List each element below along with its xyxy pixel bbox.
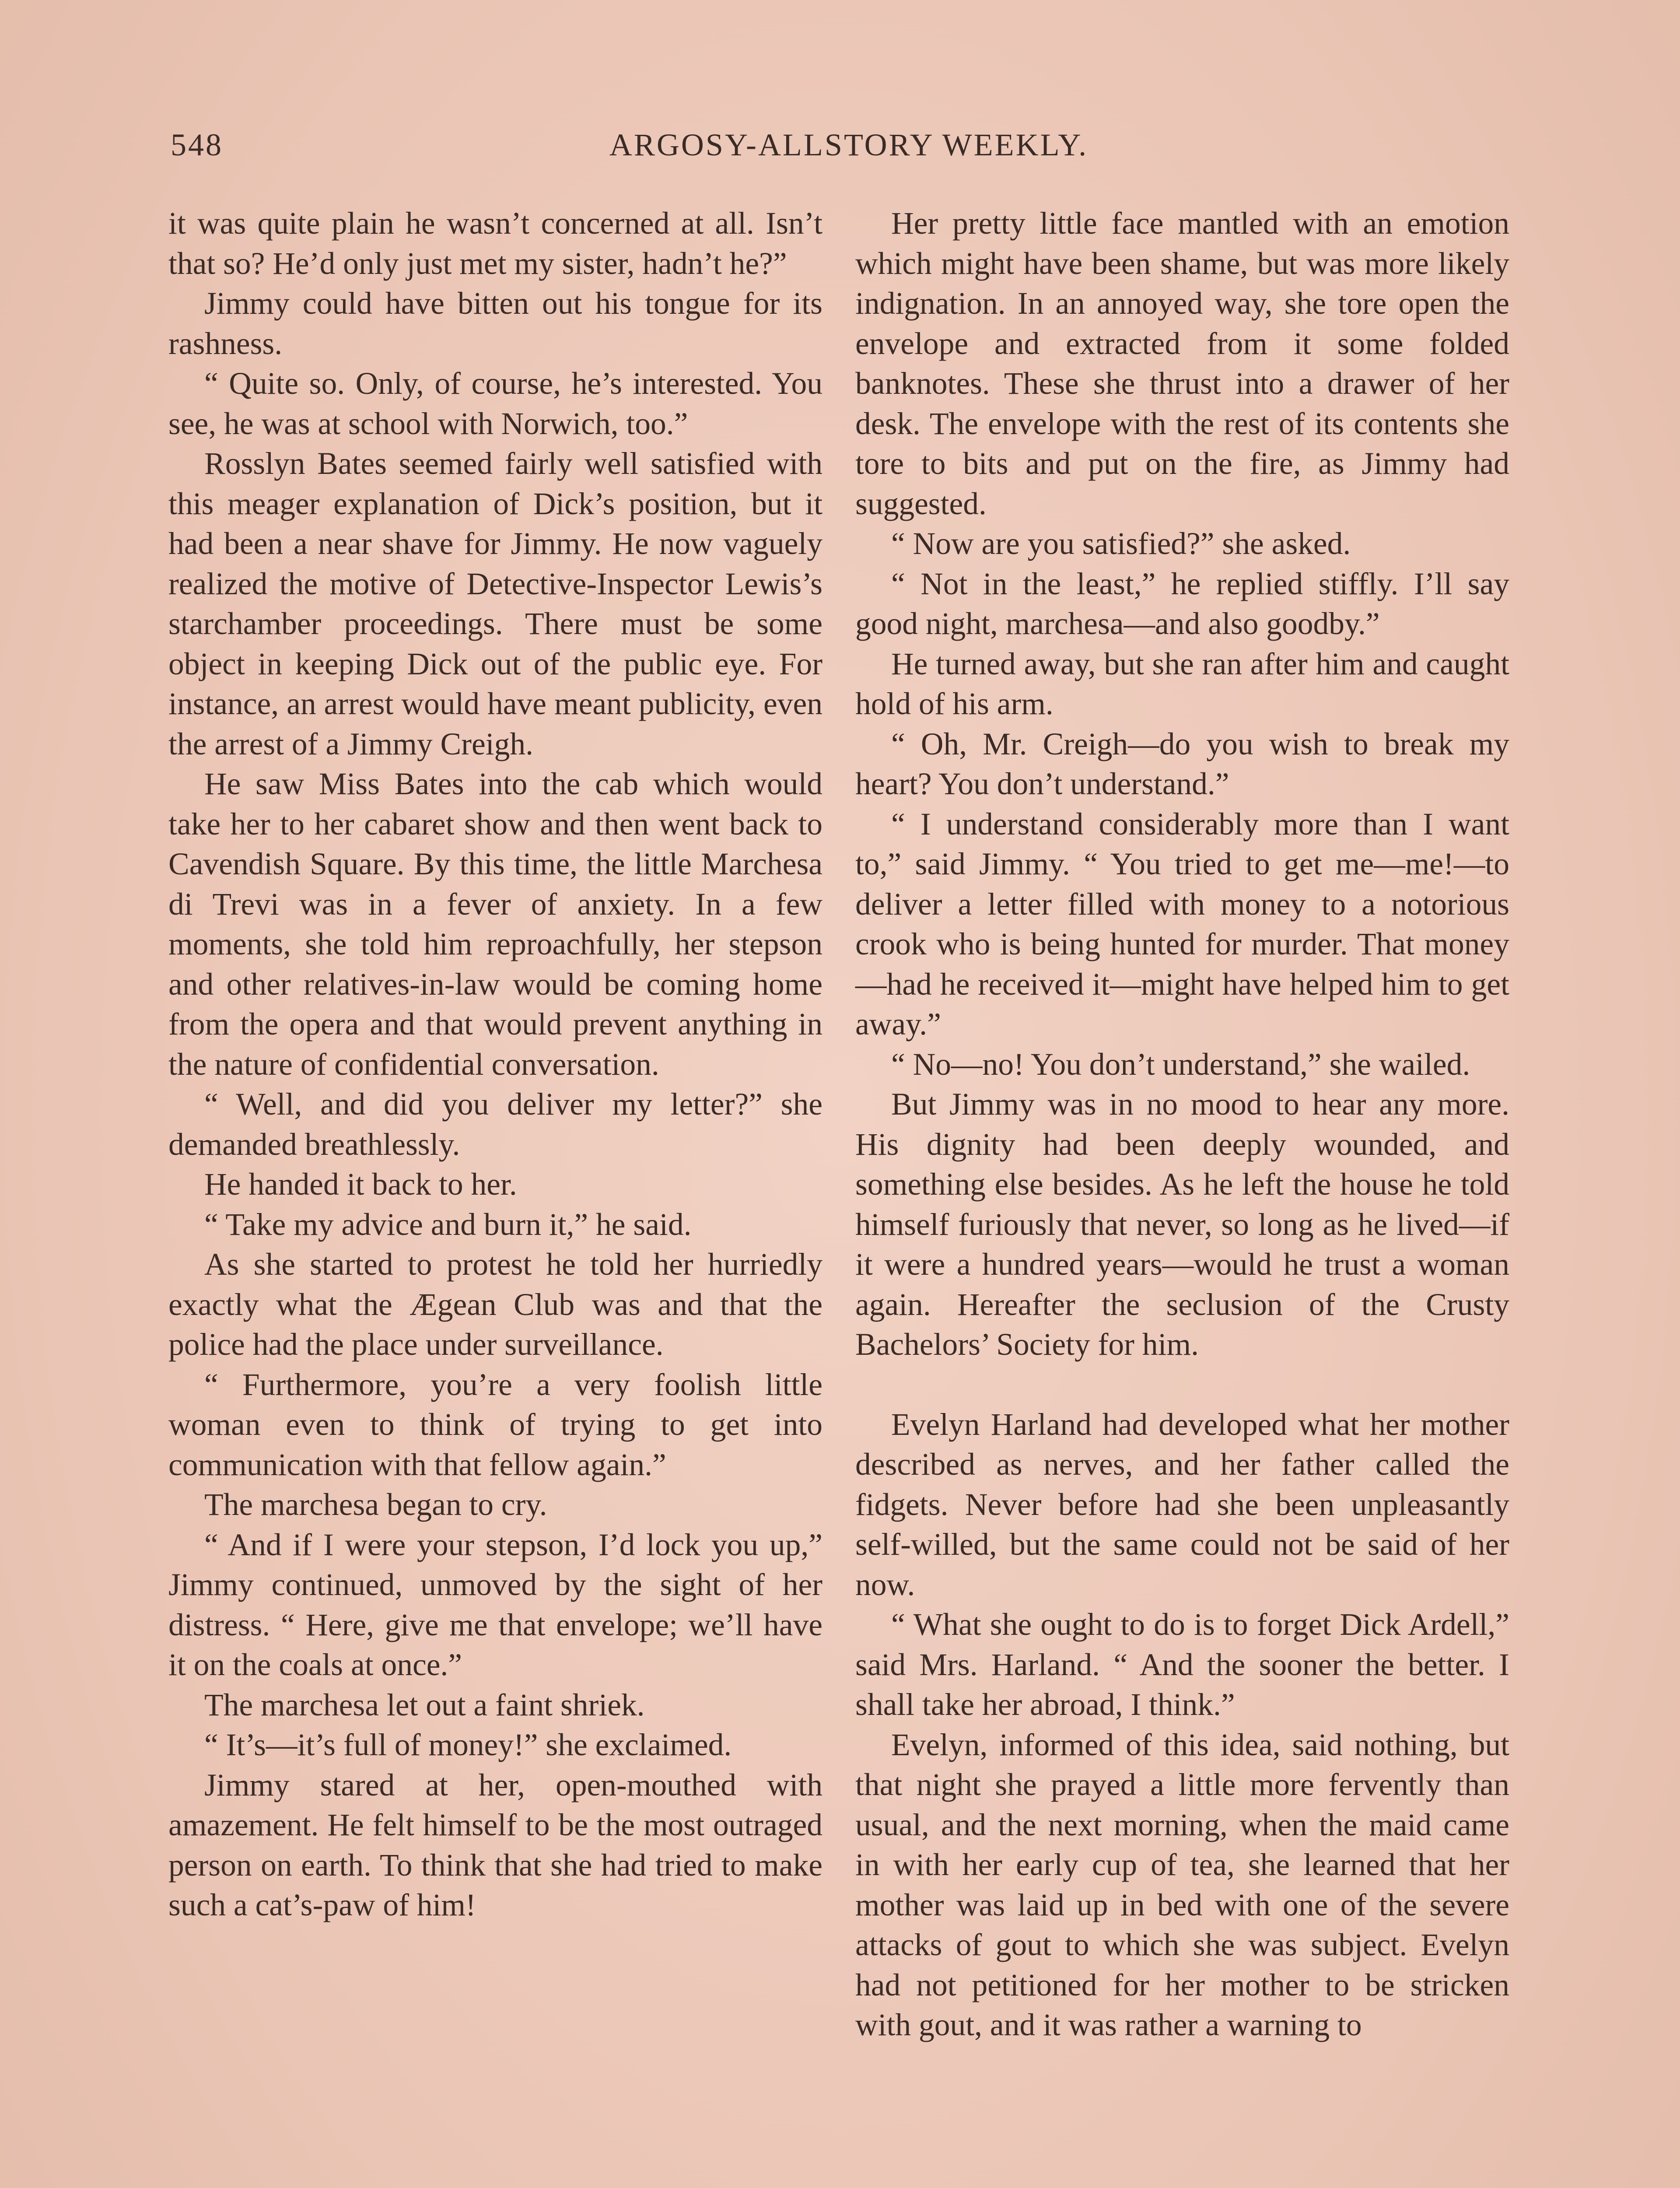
- running-head: ARGOSY-ALLSTORY WEEKLY.: [609, 127, 1088, 162]
- page-number: 548: [171, 127, 223, 162]
- paragraph: “ Now are you satisfied?” she asked.: [891, 526, 1351, 561]
- paragraph: He turned away, but she ran after him and caught hold of his arm.: [855, 646, 1509, 721]
- paragraph: As she started to protest he told her hurriedly exactly what the Ægean Club was and that the police had the place under surveillance.: [168, 1247, 822, 1362]
- paragraph: “ And if I were your stepson, I’d lock you up,” Jimmy continued, unmoved by the sight of her distress. “ Here, give me that envelope; we’ll have it on the coals at once.”: [168, 1527, 822, 1682]
- paragraph: “ Furthermore, you’re a very foolish little woman even to think of trying to get into communication with that fellow again.”: [168, 1367, 822, 1482]
- paragraph: “ Not in the least,” he replied stiffly. I’ll say good night, marchesa—and also goodby.”: [855, 566, 1509, 641]
- paragraph: He handed it back to her.: [204, 1167, 517, 1202]
- paragraph: it was quite plain he wasn’t concerned at all. Isn’t that so? He’d only just met my sister, hadn’t he?”: [168, 206, 822, 281]
- paragraph: “ Quite so. Only, of course, he’s interested. You see, he was at school with Norwich, too.”: [168, 366, 822, 441]
- paragraph: “ No—no! You don’t understand,” she wailed.: [891, 1047, 1470, 1082]
- paragraph: The marchesa let out a faint shriek.: [204, 1687, 645, 1722]
- paragraph: “ Take my advice and burn it,” he said.: [204, 1207, 692, 1242]
- paragraph: “ Well, and did you deliver my letter?” she demanded breathlessly.: [168, 1087, 822, 1162]
- paragraph: Evelyn Harland had developed what her mother described as nerves, and her father called the fidgets. Never before had she been unpleasantly self-willed, but the same could not be said of her now.: [855, 1407, 1509, 1602]
- paragraph: “ I understand considerably more than I want to,” said Jimmy. “ You tried to get me—me!—to deliver a letter filled with money to a notorious crook who is being hunted for murder. That money—had he received it—might have helped him to get away.”: [855, 806, 1509, 1041]
- paragraph: “ It’s—it’s full of money!” she exclaimed.: [204, 1728, 732, 1762]
- paragraph: “ Oh, Mr. Creigh—do you wish to break my heart? You don’t understand.”: [855, 726, 1509, 801]
- paragraph: He saw Miss Bates into the cab which would take her to her cabaret show and then went back to Cavendish Square. By this time, the little Marchesa di Trevi was in a fever of anxiety. In a few moments, she told him reproachfully, her stepson and other relatives-in-law would be coming home from the opera and that would prevent anything in the nature of confidential conversation.: [168, 767, 822, 1082]
- paragraph: “ What she ought to do is to forget Dick Ardell,” said Mrs. Harland. “ And the sooner the better. I shall take her abroad, I think.”: [855, 1607, 1509, 1722]
- paragraph: The marchesa began to cry.: [204, 1487, 547, 1522]
- left-column: [168, 203, 822, 1925]
- paragraph: Jimmy could have bitten out his tongue for its rashness.: [168, 286, 822, 361]
- right-column: [855, 203, 1509, 2045]
- paragraph: Rosslyn Bates seemed fairly well satisfied with this meager explanation of Dick’s position, but it had been a near shave for Jimmy. He now vaguely realized the motive of Detective-Inspector Lewis’s starchamber proceedings. There must be some object in keeping Dick out of the public eye. For instance, an arrest would have meant publicity, even the arrest of a Jimmy Creigh.: [168, 446, 822, 761]
- paragraph: Her pretty little face mantled with an emotion which might have been shame, but was more likely indignation. In an annoyed way, she tore open the envelope and extracted from it some folded banknotes. These she thrust into a drawer of her desk. The envelope with the rest of its contents she tore to bits and put on the fire, as Jimmy had suggested.: [855, 206, 1509, 521]
- page-header: [171, 127, 1527, 171]
- paragraph: But Jimmy was in no mood to hear any more. His dignity had been deeply wounded, and something else besides. As he left the house he told himself furiously that never, so long as he lived—if it were a hundred years—would he trust a woman again. Hereafter the seclusion of the Crusty Bachelors’ Society for him.: [855, 1087, 1509, 1362]
- paragraph: Evelyn, informed of this idea, said nothing, but that night she prayed a little more fervently than usual, and the next morning, when the maid came in with her early cup of tea, she learned that her mother was laid up in bed with one of the severe attacks of gout to which she was subject. Evelyn had not petitioned for her mother to be stricken with gout, and it was rather a warning to: [855, 1727, 1509, 2042]
- paragraph: Jimmy stared at her, open-mouthed with amazement. He felt himself to be the most outraged person on earth. To think that she had tried to make such a cat’s-paw of him!: [168, 1767, 822, 1922]
